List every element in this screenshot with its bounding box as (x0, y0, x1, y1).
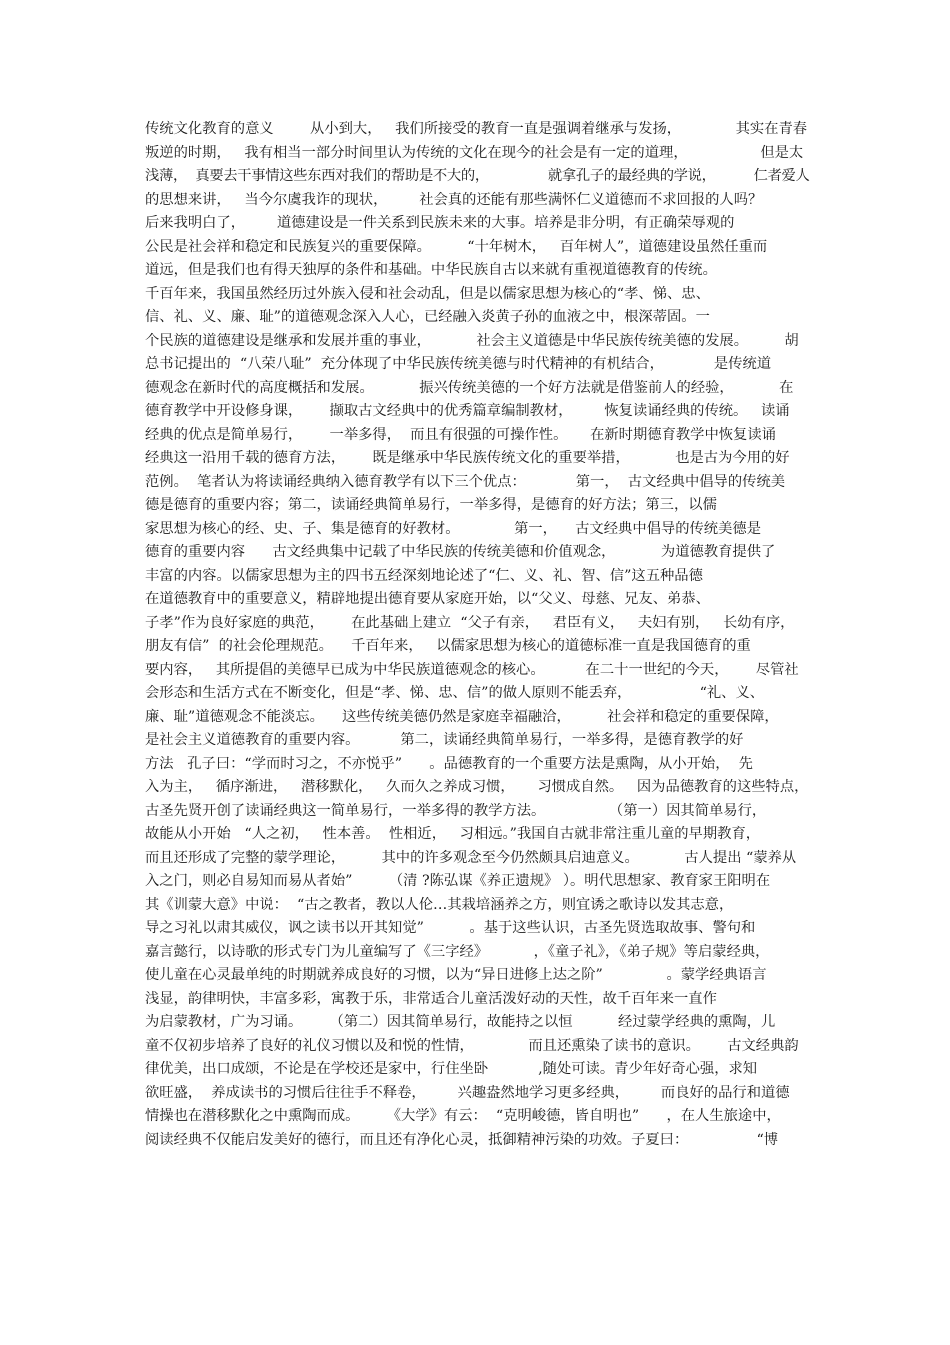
text-line: 丰富的内容。以儒家思想为主的四书五经深刻地论述了“仁、义、礼、智、信”这五种品德 (145, 567, 703, 584)
article-body (145, 118, 810, 1152)
text-line: 经典这一沿用千载的德育方法， 既是继承中华民族传统文化的重要举措， 也是古为今用的好 (145, 450, 790, 466)
text-line: 欲旺盛， 养成读书的习惯后往往手不释卷， 兴趣盎然地学习更多经典， 而良好的品行和道德 (145, 1084, 790, 1101)
text-line: 家思想为核心的经、史、子、集是德育的好教材。 第一， 古文经典中倡导的传统美德是 (145, 520, 761, 537)
text-line: 道远，但是我们也有得天独厚的条件和基础。中华民族自古以来就有重视道德教育的传统。 (145, 262, 717, 278)
text-line: 入之门，则必自易知而易从者始” （清 ?陈弘谋《养正遗规》 ）。明代思想家、教育家王阳明在 (145, 873, 771, 889)
text-line: 在道德教育中的重要意义，精辟地提出德育要从家庭开始，以“父义、母慈、兄友、弟恭、 (145, 591, 710, 607)
text-line: 童不仅初步培养了良好的礼仪习惯以及和悦的性情， 而且还熏染了读书的意识。 古文经典韵 (145, 1037, 799, 1054)
text-line: 故能从小开始 “人之初， 性本善。 性相近， 习相远。”我国自古就非常注重儿童的早期教育， (145, 826, 761, 842)
text-line: 方法 孔子曰：“学而时习之，不亦悦乎” 。品德教育的一个重要方法是熏陶，从小开始， 先 (145, 755, 753, 772)
text-line: 要内容， 其所提倡的美德早已成为中华民族道德观念的核心。 在二十一世纪的今天， 尽管社 (145, 661, 799, 678)
text-line: 德育教学中开设修身课， 撷取古文经典中的优秀篇章编制教材， 恢复读诵经典的传统。 读诵 (145, 403, 790, 419)
text-line: 的思想来讲， 当今尔虞我诈的现状， 社会真的还能有那些满怀仁义道德而不求回报的人吗？ (145, 191, 763, 208)
text-line: 是社会主义道德教育的重要内容。 第二，读诵经典简单易行，一举多得，是德育教学的好 (145, 732, 744, 748)
text-line: 使儿童在心灵最单纯的时期就养成良好的习惯，以为“异日进修上达之阶” 。蒙学经典语言 (145, 967, 767, 983)
text-line: 德观念在新时代的高度概括和发展。 振兴传统美德的一个好方法就是借鉴前人的经验， 在 (145, 379, 794, 396)
text-line: 廉、耻”道德观念不能淡忘。 这些传统美德仍然是家庭幸福融洽， 社会祥和稳定的重要保障， (145, 708, 779, 725)
text-line: 总书记提出的 “八荣八耻” 充分体现了中华民族传统美德与时代精神的有机结合， 是传统道 (145, 356, 772, 372)
text-line: 导之习礼以肃其威仪，讽之读书以开其知觉” 。基于这些认识，古圣先贤选取故事、警句和 (145, 920, 756, 936)
text-line: 为启蒙教材，广为习诵。 （第二）因其简单易行，故能持之以恒 经过蒙学经典的熏陶，儿 (145, 1014, 776, 1030)
text-line: 千百年来，我国虽然经历过外族入侵和社会动乱，但是以儒家思想为核心的“孝、悌、忠、 (145, 285, 710, 302)
text-line: 浅显，韵律明快，丰富多彩，寓教于乐，非常适合儿童活泼好动的天性，故千百年来一直作 (145, 990, 717, 1007)
text-line: 个民族的道德建设是继承和发展并重的事业， 社会主义道德是中华民族传统美德的发展。 胡 (145, 332, 799, 349)
text-line: 入为主， 循序渐进， 潜移默化， 久而久之养成习惯， 习惯成自然。 因为品德教育的这些特点， (145, 779, 809, 795)
text-line: 后来我明白了， 道德建设是一件关系到民族未来的大事。培养是非分明，有正确荣辱观的 (145, 215, 735, 231)
text-line: 经典的优点是简单易行， 一举多得， 而且有很强的可操作性。 在新时期德育教学中恢复读诵 (145, 426, 776, 443)
text-line: 传统文化教育的意义 从小到大， 我们所接受的教育一直是强调着继承与发扬， 其实在青春 (145, 121, 808, 137)
text-line: 公民是社会祥和稳定和民族复兴的重要保障。 “十年树木， 百年树人”，道德建设虽然任重而 (145, 238, 768, 255)
text-line: 德育的重要内容 古文经典集中记载了中华民族的传统美德和价值观念， 为道德教育提供了 (145, 544, 776, 560)
text-line: 律优美，出口成颂，不论是在学校还是家中，行住坐卧 ,随处可读。青少年好奇心强，求知 (145, 1061, 758, 1077)
text-line: 德是德育的重要内容；第二，读诵经典简单易行，一举多得，是德育的好方法；第三，以儒 (145, 497, 717, 513)
text-line: 朋友有信” 的社会伦理规范。 千百年来， 以儒家思想为核心的道德标准一直是我国德育的重 (145, 638, 751, 654)
text-line: 阅读经典不仅能启发美好的德行，而且还有净化心灵，抵御精神污染的功效。子夏曰： “博 (145, 1131, 779, 1148)
text-line: 古圣先贤开创了读诵经典这一简单易行，一举多得的教学方法。 （第一）因其简单易行， (145, 802, 767, 819)
text-line: 叛逆的时期， 我有相当一部分时间里认为传统的文化在现今的社会是有一定的道理， 但是太 (145, 144, 804, 161)
text-line: 其《训蒙大意》中说： “古之教者，教以人伦…其栽培涵养之方，则宜诱之歌诗以发其志意， (145, 896, 734, 913)
text-line: 浅薄， 真要去干事情这些东西对我们的帮助是不大的， 就拿孔子的最经典的学说， 仁者爱人 (145, 168, 810, 184)
text-line: 会形态和生活方式在不断变化，但是“孝、悌、忠、信”的做人原则不能丢弃， “礼、义、 (145, 685, 765, 701)
text-line: 信、礼、义、廉、耻”的道德观念深入人心，已经融入炎黄子孙的血液之中，根深蒂固。一 (145, 309, 710, 325)
text-line: 而且还形成了完整的蒙学理论， 其中的许多观念至今仍然颇具启迪意义。 古人提出 “蒙养从 (145, 849, 797, 866)
text-line: 子孝”作为良好家庭的典范， 在此基础上建立 “父子有亲， 君臣有义， 夫妇有别， 长幼有序， (145, 614, 795, 631)
text-line: 情操也在潜移默化之中熏陶而成。 《大学》有云： “克明峻德，皆自明也” ，在人生旅途中， (145, 1108, 781, 1124)
text-line: 范例。 笔者认为将读诵经典纳入德育教学有以下三个优点： 第一， 古文经典中倡导的传统美 (145, 473, 786, 490)
text-line: 嘉言懿行，以诗歌的形式专门为儿童编写了《三字经》 ，《童子礼》，《弟子规》等启蒙经典， (145, 943, 770, 960)
